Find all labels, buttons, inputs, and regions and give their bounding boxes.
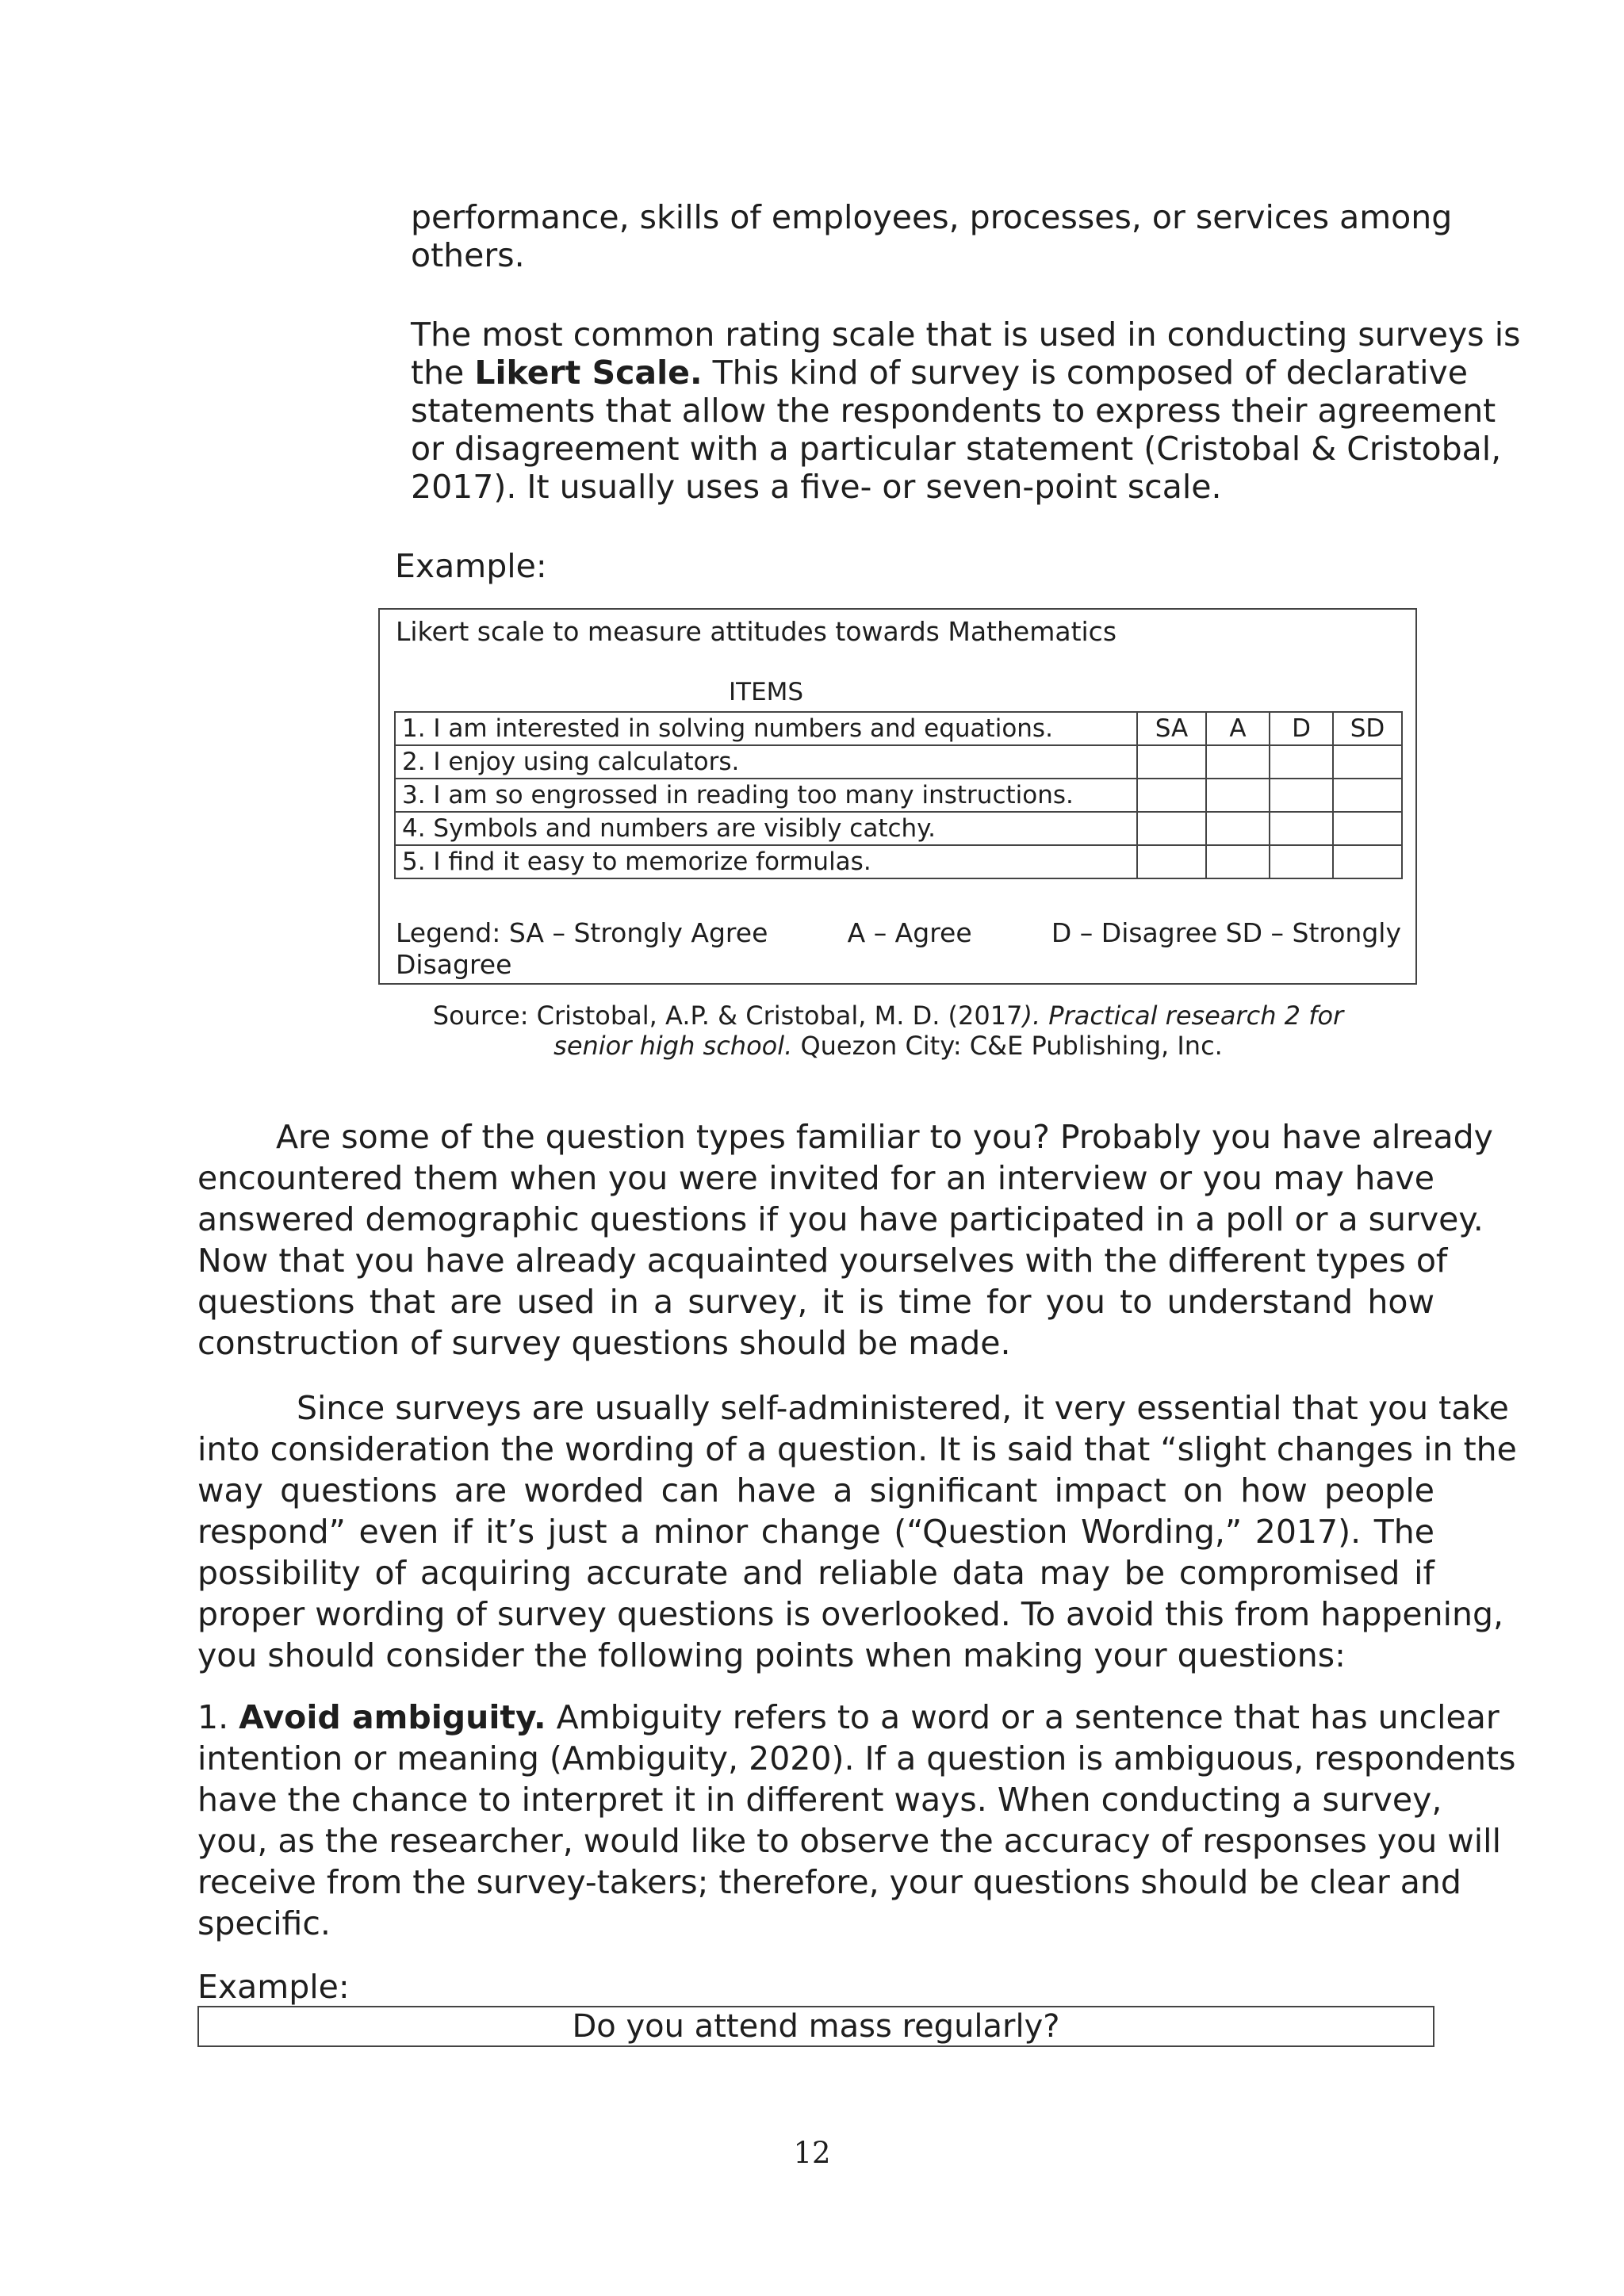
paragraph-line: respond” even if it’s just a minor change (“Question Wording,” 2017). The [197, 1513, 1434, 1551]
legend-a: A – Agree [847, 917, 972, 948]
column-header: SA [1137, 712, 1206, 745]
paragraph-line: way questions are worded can have a significant impact on how people [197, 1471, 1434, 1510]
page-number: 12 [793, 2136, 831, 2170]
likert-title: Likert scale to measure attitudes towards Mathematics [396, 616, 1117, 647]
items-header: ITEMS [729, 678, 804, 706]
paragraph-line: you should consider the following points when making your questions: [197, 1636, 1346, 1674]
legend-sa: Legend: SA – Strongly Agree [396, 917, 768, 948]
item-cell: 2. I enjoy using calculators. [395, 745, 1137, 779]
paragraph-line: encountered them when you were invited for an interview or you may have [197, 1159, 1434, 1197]
item-cell: 3. I am so engrossed in reading too many instructions. [395, 779, 1137, 812]
likert-line: 2017). It usually uses a five- or seven-point scale. [411, 468, 1222, 506]
paragraph-line: receive from the survey-takers; therefore, your questions should be clear and [197, 1863, 1461, 1901]
table-row [395, 812, 1402, 845]
table-row [395, 779, 1402, 812]
column-header: D [1270, 712, 1333, 745]
response-cell[interactable] [1206, 812, 1270, 845]
response-cell[interactable] [1137, 812, 1206, 845]
paragraph-line: answered demographic questions if you have participated in a poll or a survey. [197, 1200, 1484, 1238]
table-row [395, 745, 1402, 779]
legend [396, 917, 1401, 948]
paragraph-line: specific. [197, 1904, 331, 1942]
table-row [395, 845, 1402, 878]
response-cell[interactable] [1206, 779, 1270, 812]
paragraph-line: Now that you have already acquainted yourselves with the different types of [197, 1242, 1448, 1280]
paragraph-line: Are some of the question types familiar to you? Probably you have already [276, 1118, 1493, 1156]
likert-paragraph [411, 316, 1521, 506]
point-heading: Avoid ambiguity. [239, 1698, 546, 1736]
column-header: SD [1333, 712, 1402, 745]
likert-scale-term: Likert Scale. [474, 354, 703, 392]
response-cell[interactable] [1137, 845, 1206, 878]
likert-line: or disagreement with a particular statement (Cristobal & Cristobal, [411, 430, 1502, 468]
paragraph-line: proper wording of survey questions is overlooked. To avoid this from happening, [197, 1595, 1504, 1633]
point-avoid-ambiguity [197, 1697, 1516, 1944]
likert-line: the Likert Scale. This kind of survey is composed of declarative [411, 354, 1469, 392]
source-citation: Source: Cristobal, A.P. & Cristobal, M. D. (2017). Practical research 2 for senior high school. Quezon City: C&E Publishing, Inc. [432, 1001, 1344, 1061]
response-cell[interactable] [1270, 845, 1333, 878]
paragraph-line: construction of survey questions should be made. [197, 1324, 1011, 1362]
paragraph-line: into consideration the wording of a question. It is said that “slight changes in the [197, 1430, 1517, 1468]
intro-line: performance, skills of employees, processes, or services among [411, 198, 1453, 236]
item-cell: 5. I find it easy to memorize formulas. [395, 845, 1137, 878]
response-cell[interactable] [1270, 779, 1333, 812]
response-cell[interactable] [1137, 779, 1206, 812]
response-cell[interactable] [1206, 845, 1270, 878]
response-cell[interactable] [1270, 745, 1333, 779]
paragraph-line: have the chance to interpret it in different ways. When conducting a survey, [197, 1781, 1442, 1819]
column-header: A [1206, 712, 1270, 745]
response-cell[interactable] [1333, 779, 1402, 812]
table-row [395, 712, 1402, 745]
response-cell[interactable] [1333, 812, 1402, 845]
paragraph-line: Since surveys are usually self-administered, it very essential that you take [297, 1389, 1509, 1427]
likert-line: statements that allow the respondents to express their agreement [411, 392, 1496, 430]
paragraph-question-wording [197, 1387, 1517, 1676]
ambiguity-example-box: Do you attend mass regularly? [197, 2006, 1434, 2047]
example-label: Example: [197, 1968, 350, 2006]
example-label: Example: [395, 547, 547, 585]
intro-paragraph [411, 198, 1453, 274]
likert-scale-figure [378, 608, 1417, 985]
paragraph-line: possibility of acquiring accurate and reliable data may be compromised if [197, 1554, 1434, 1592]
likert-line: The most common rating scale that is used in conducting surveys is [411, 316, 1521, 354]
likert-table [394, 711, 1403, 879]
legend-continued: Disagree [396, 949, 512, 980]
paragraph-question-types [197, 1116, 1493, 1364]
response-cell[interactable] [1333, 745, 1402, 779]
paragraph-line: you, as the researcher, would like to observe the accuracy of responses you will [197, 1822, 1501, 1860]
paragraph-line: questions that are used in a survey, it is time for you to understand how [197, 1283, 1434, 1321]
response-cell[interactable] [1333, 845, 1402, 878]
item-cell: 1. I am interested in solving numbers and equations. [395, 712, 1137, 745]
legend-d-sd: D – Disagree SD – Strongly [1051, 917, 1401, 948]
response-cell[interactable] [1206, 745, 1270, 779]
response-cell[interactable] [1137, 745, 1206, 779]
response-cell[interactable] [1270, 812, 1333, 845]
paragraph-line: 1. Avoid ambiguity. Ambiguity refers to a word or a sentence that has unclear [197, 1698, 1500, 1736]
paragraph-line: intention or meaning (Ambiguity, 2020). If a question is ambiguous, respondents [197, 1739, 1516, 1777]
item-cell: 4. Symbols and numbers are visibly catchy. [395, 812, 1137, 845]
intro-line: others. [411, 236, 525, 274]
